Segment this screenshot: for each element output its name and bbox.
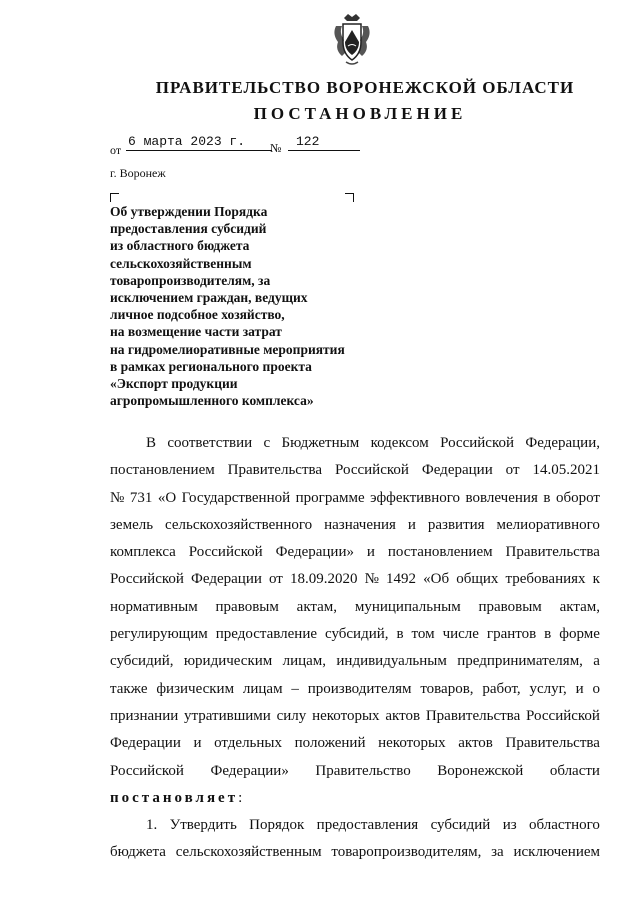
word: о (592, 680, 600, 697)
word: областного (529, 817, 600, 834)
word: № (110, 489, 125, 506)
word: Российской (440, 435, 515, 451)
date-field: 6 марта 2023 г. (126, 134, 272, 151)
word: актов (458, 735, 493, 752)
word: и (366, 544, 375, 561)
word: субсидий, (324, 626, 389, 643)
word: в (396, 626, 404, 643)
body-line (110, 758, 600, 785)
word: силу (276, 707, 307, 724)
word: комплекса (110, 544, 176, 561)
government-title: ПРАВИТЕЛЬСТВО ВОРОНЕЖСКОЙ ОБЛАСТИ (155, 78, 575, 97)
word: актам, (559, 598, 600, 615)
word: предпринимателям, (457, 653, 583, 670)
word: физическим (156, 680, 235, 697)
word: предоставления (316, 817, 419, 834)
word: том (411, 626, 435, 643)
word: от (269, 571, 283, 588)
body-line (110, 594, 600, 621)
word: Правительства (227, 462, 323, 479)
item-1-line (110, 812, 600, 839)
word: сельскохозяйственного (165, 516, 313, 533)
word: в (543, 489, 551, 506)
word: соответствии (167, 435, 253, 451)
word: мелиоративного (496, 516, 600, 533)
word: за (491, 844, 504, 861)
body-line (110, 648, 600, 675)
city-label: г. Воронеж (110, 166, 166, 180)
word: Правительства (505, 544, 600, 561)
word: нормативным (110, 598, 198, 615)
word: и (193, 735, 202, 752)
word: сельскохозяйственным (175, 844, 322, 861)
number-sign-label: № (270, 141, 282, 155)
word: регулирующим (110, 626, 208, 643)
word: В (146, 435, 157, 451)
word: вовлечения (465, 489, 538, 506)
word: и (575, 680, 584, 697)
word: земель (110, 516, 154, 533)
word: Правительство (315, 762, 411, 779)
subject-line: товаропроизводителям, за (110, 272, 271, 288)
word: Утвердить (169, 817, 237, 834)
word: услуг, (529, 680, 567, 697)
word: правовым (478, 598, 542, 615)
word: лицам, (282, 653, 327, 670)
word: назначения (324, 516, 396, 533)
word: юридическим (183, 653, 273, 670)
word: некоторых (378, 735, 446, 752)
word: Российской (188, 544, 263, 561)
subject-line: исключением граждан, ведущих (110, 290, 308, 306)
resolves-colon: : (238, 789, 243, 806)
word: также (110, 680, 148, 697)
word: субсидий (430, 817, 491, 834)
word: Правительства (425, 707, 521, 724)
word: Федерации (110, 735, 181, 752)
corner-mark-right (345, 193, 354, 202)
word: Федерации (191, 571, 262, 588)
word: утратившими (184, 707, 271, 724)
subject-line: Об утверждении Порядка (110, 204, 268, 219)
body-line (110, 512, 600, 539)
word: актам, (296, 598, 338, 615)
word: Российской (335, 462, 409, 479)
word: «О (157, 489, 177, 506)
word: Государственной (181, 489, 291, 506)
word: с (263, 435, 271, 451)
word: требованиях (505, 571, 586, 588)
corner-mark-left (110, 193, 119, 202)
subject-line: на возмещение части затрат (110, 324, 282, 340)
word: работ, (482, 680, 521, 697)
body-line (110, 676, 600, 703)
word: 731 (129, 489, 153, 506)
item-1-line (110, 839, 600, 866)
resolution-line (110, 785, 600, 812)
word: Бюджетным (281, 435, 360, 451)
word: развития (427, 516, 485, 533)
document-subject (110, 203, 410, 409)
word: 1492 (386, 571, 416, 588)
word: товаров, (420, 680, 474, 697)
word: № (364, 571, 379, 588)
word: – (291, 680, 299, 697)
word: признании (110, 707, 179, 724)
body-line (110, 430, 600, 457)
word: Порядок (249, 817, 305, 834)
body-line (110, 566, 600, 593)
word: оборот (555, 489, 600, 506)
word: Российской (526, 707, 600, 724)
number-field: 122 (288, 134, 360, 151)
word: в (544, 626, 552, 643)
word: Российской (110, 571, 184, 588)
document-type-title: ПОСТАНОВЛЕНИЕ (253, 104, 467, 123)
subject-line: из областного бюджета (110, 238, 250, 254)
word: актов (385, 707, 421, 724)
body-line (110, 457, 600, 484)
word: предоставление (215, 626, 318, 643)
word: эффективного (370, 489, 461, 506)
word: Правительства (505, 735, 600, 752)
word: 14.05.2021 (532, 462, 600, 479)
date-prefix-label: от (110, 143, 122, 157)
word: из (502, 817, 517, 834)
word: программе (295, 489, 365, 506)
word: а (593, 653, 600, 670)
word: Федерации» (210, 762, 289, 779)
word: лицам (242, 680, 283, 697)
word: форме (559, 626, 600, 643)
body-line (110, 539, 600, 566)
subject-line: «Экспорт продукции (110, 376, 238, 392)
word: отдельных (214, 735, 283, 752)
word: правовым (215, 598, 279, 615)
word: Воронежской (437, 762, 524, 779)
word: субсидий, (110, 653, 174, 670)
word: к (592, 571, 600, 588)
word: производителям (307, 680, 412, 697)
word: общих (456, 571, 499, 588)
subject-line: сельскохозяйственным (110, 255, 252, 271)
word: исключением (513, 844, 600, 861)
subject-line: на гидромелиоративные мероприятия (110, 341, 345, 357)
word: грантов (486, 626, 537, 643)
coat-of-arms-emblem (330, 12, 374, 68)
subject-line: личное подсобное хозяйство, (110, 307, 285, 323)
word: Федерации (421, 462, 493, 479)
date-number-line (110, 134, 370, 156)
word: 1. (146, 817, 158, 834)
word: «Об (423, 571, 450, 588)
word: кодексом (370, 435, 429, 451)
word: постановлением (110, 462, 215, 479)
word: и (407, 516, 416, 533)
word: 18.09.2020 (289, 571, 358, 588)
word: от (505, 462, 520, 479)
word: индивидуальным (336, 653, 447, 670)
word: числе (442, 626, 479, 643)
word: бюджета (110, 844, 166, 861)
word: товаропроизводителям, (331, 844, 482, 861)
word: области (549, 762, 600, 779)
word: муниципальным (354, 598, 461, 615)
body-line (110, 703, 600, 730)
document-body (110, 430, 600, 867)
word: некоторых (312, 707, 380, 724)
body-line (110, 485, 600, 512)
word: Российской (110, 762, 184, 779)
resolves-word: постановляет (110, 789, 239, 806)
word: постановлением (387, 544, 493, 561)
subject-line: агропромышленного комплекса» (110, 393, 314, 409)
body-line (110, 730, 600, 757)
word: Федерации, (525, 435, 600, 451)
subject-line: в рамках регионального проекта (110, 358, 312, 374)
subject-line: предоставления субсидий (110, 221, 267, 237)
word: Федерации» (275, 544, 354, 561)
word: положений (294, 735, 366, 752)
body-line (110, 621, 600, 648)
